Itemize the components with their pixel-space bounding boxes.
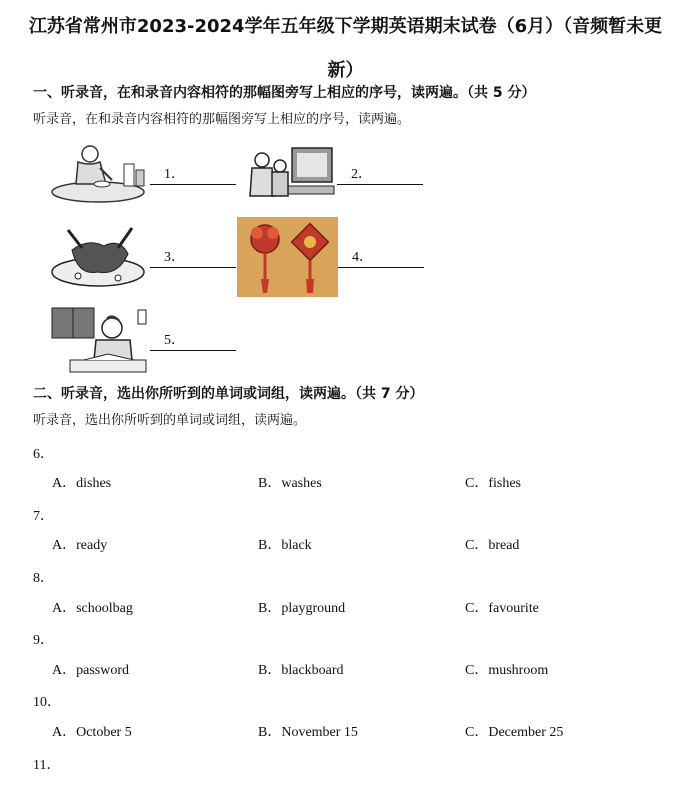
question-9-option-a[interactable]: A．password: [52, 663, 129, 678]
answer-blank-3[interactable]: [150, 249, 236, 268]
question-7-option-a[interactable]: A．ready: [52, 538, 108, 553]
question-10-option-b[interactable]: B．November 15: [258, 725, 358, 740]
question-10-option-c[interactable]: C．December 25: [465, 725, 564, 740]
title-line-2: 新）: [327, 60, 364, 81]
question-6-option-b[interactable]: B．washes: [258, 476, 322, 491]
blank-label-5: 5．: [164, 333, 185, 348]
picture-chinese-knots: [237, 217, 338, 297]
question-9-option-c[interactable]: C．mushroom: [465, 663, 549, 678]
blank-label-3: 3．: [164, 250, 185, 265]
section-1-heading: 一、听录音，在和录音内容相符的那幅图旁写上相应的序号，读两遍。（共 5 分）: [33, 85, 536, 101]
blank-label-1: 1．: [164, 167, 185, 182]
question-8-option-c[interactable]: C．favourite: [465, 601, 539, 616]
picture-washing-dishes: [50, 140, 150, 210]
question-9-option-b[interactable]: B．blackboard: [258, 663, 344, 678]
question-7-option-b[interactable]: B．black: [258, 538, 312, 553]
answer-blank-2[interactable]: [337, 166, 423, 185]
question-11-number: 11．: [33, 758, 61, 773]
blank-label-4: 4．: [352, 250, 373, 265]
question-6-option-c[interactable]: C．fishes: [465, 476, 521, 491]
question-8-option-a[interactable]: A．schoolbag: [52, 601, 133, 616]
picture-reading-book: [50, 304, 150, 376]
question-7-number: 7．: [33, 509, 54, 524]
question-8-option-b[interactable]: B．playground: [258, 601, 346, 616]
section-1-instruction: 听录音，在和录音内容相符的那幅图旁写上相应的序号，读两遍。: [33, 112, 411, 127]
answer-blank-5[interactable]: [150, 332, 236, 351]
title-line-1: 江苏省常州市2023-2024学年五年级下学期英语期末试卷（6月）（音频暂未更: [28, 16, 663, 37]
blank-label-2: 2．: [351, 167, 372, 182]
question-10-number: 10．: [33, 695, 61, 710]
page-title: [0, 10, 691, 88]
question-10-option-a[interactable]: A．October 5: [52, 725, 132, 740]
question-8-number: 8．: [33, 571, 54, 586]
question-9-number: 9．: [33, 633, 54, 648]
answer-blank-1[interactable]: [150, 166, 236, 185]
question-7-option-c[interactable]: C．bread: [465, 538, 520, 553]
section-2-heading: 二、听录音，选出你所听到的单词或词组，读两遍。（共 7 分）: [33, 386, 424, 402]
answer-blank-4[interactable]: [338, 249, 424, 268]
picture-using-computer: [240, 140, 337, 210]
question-6-number: 6．: [33, 447, 54, 462]
question-6-option-a[interactable]: A．dishes: [52, 476, 112, 491]
picture-washing-clothes: [48, 220, 150, 290]
section-2-instruction: 听录音，选出你所听到的单词或词组，读两遍。: [33, 413, 307, 428]
